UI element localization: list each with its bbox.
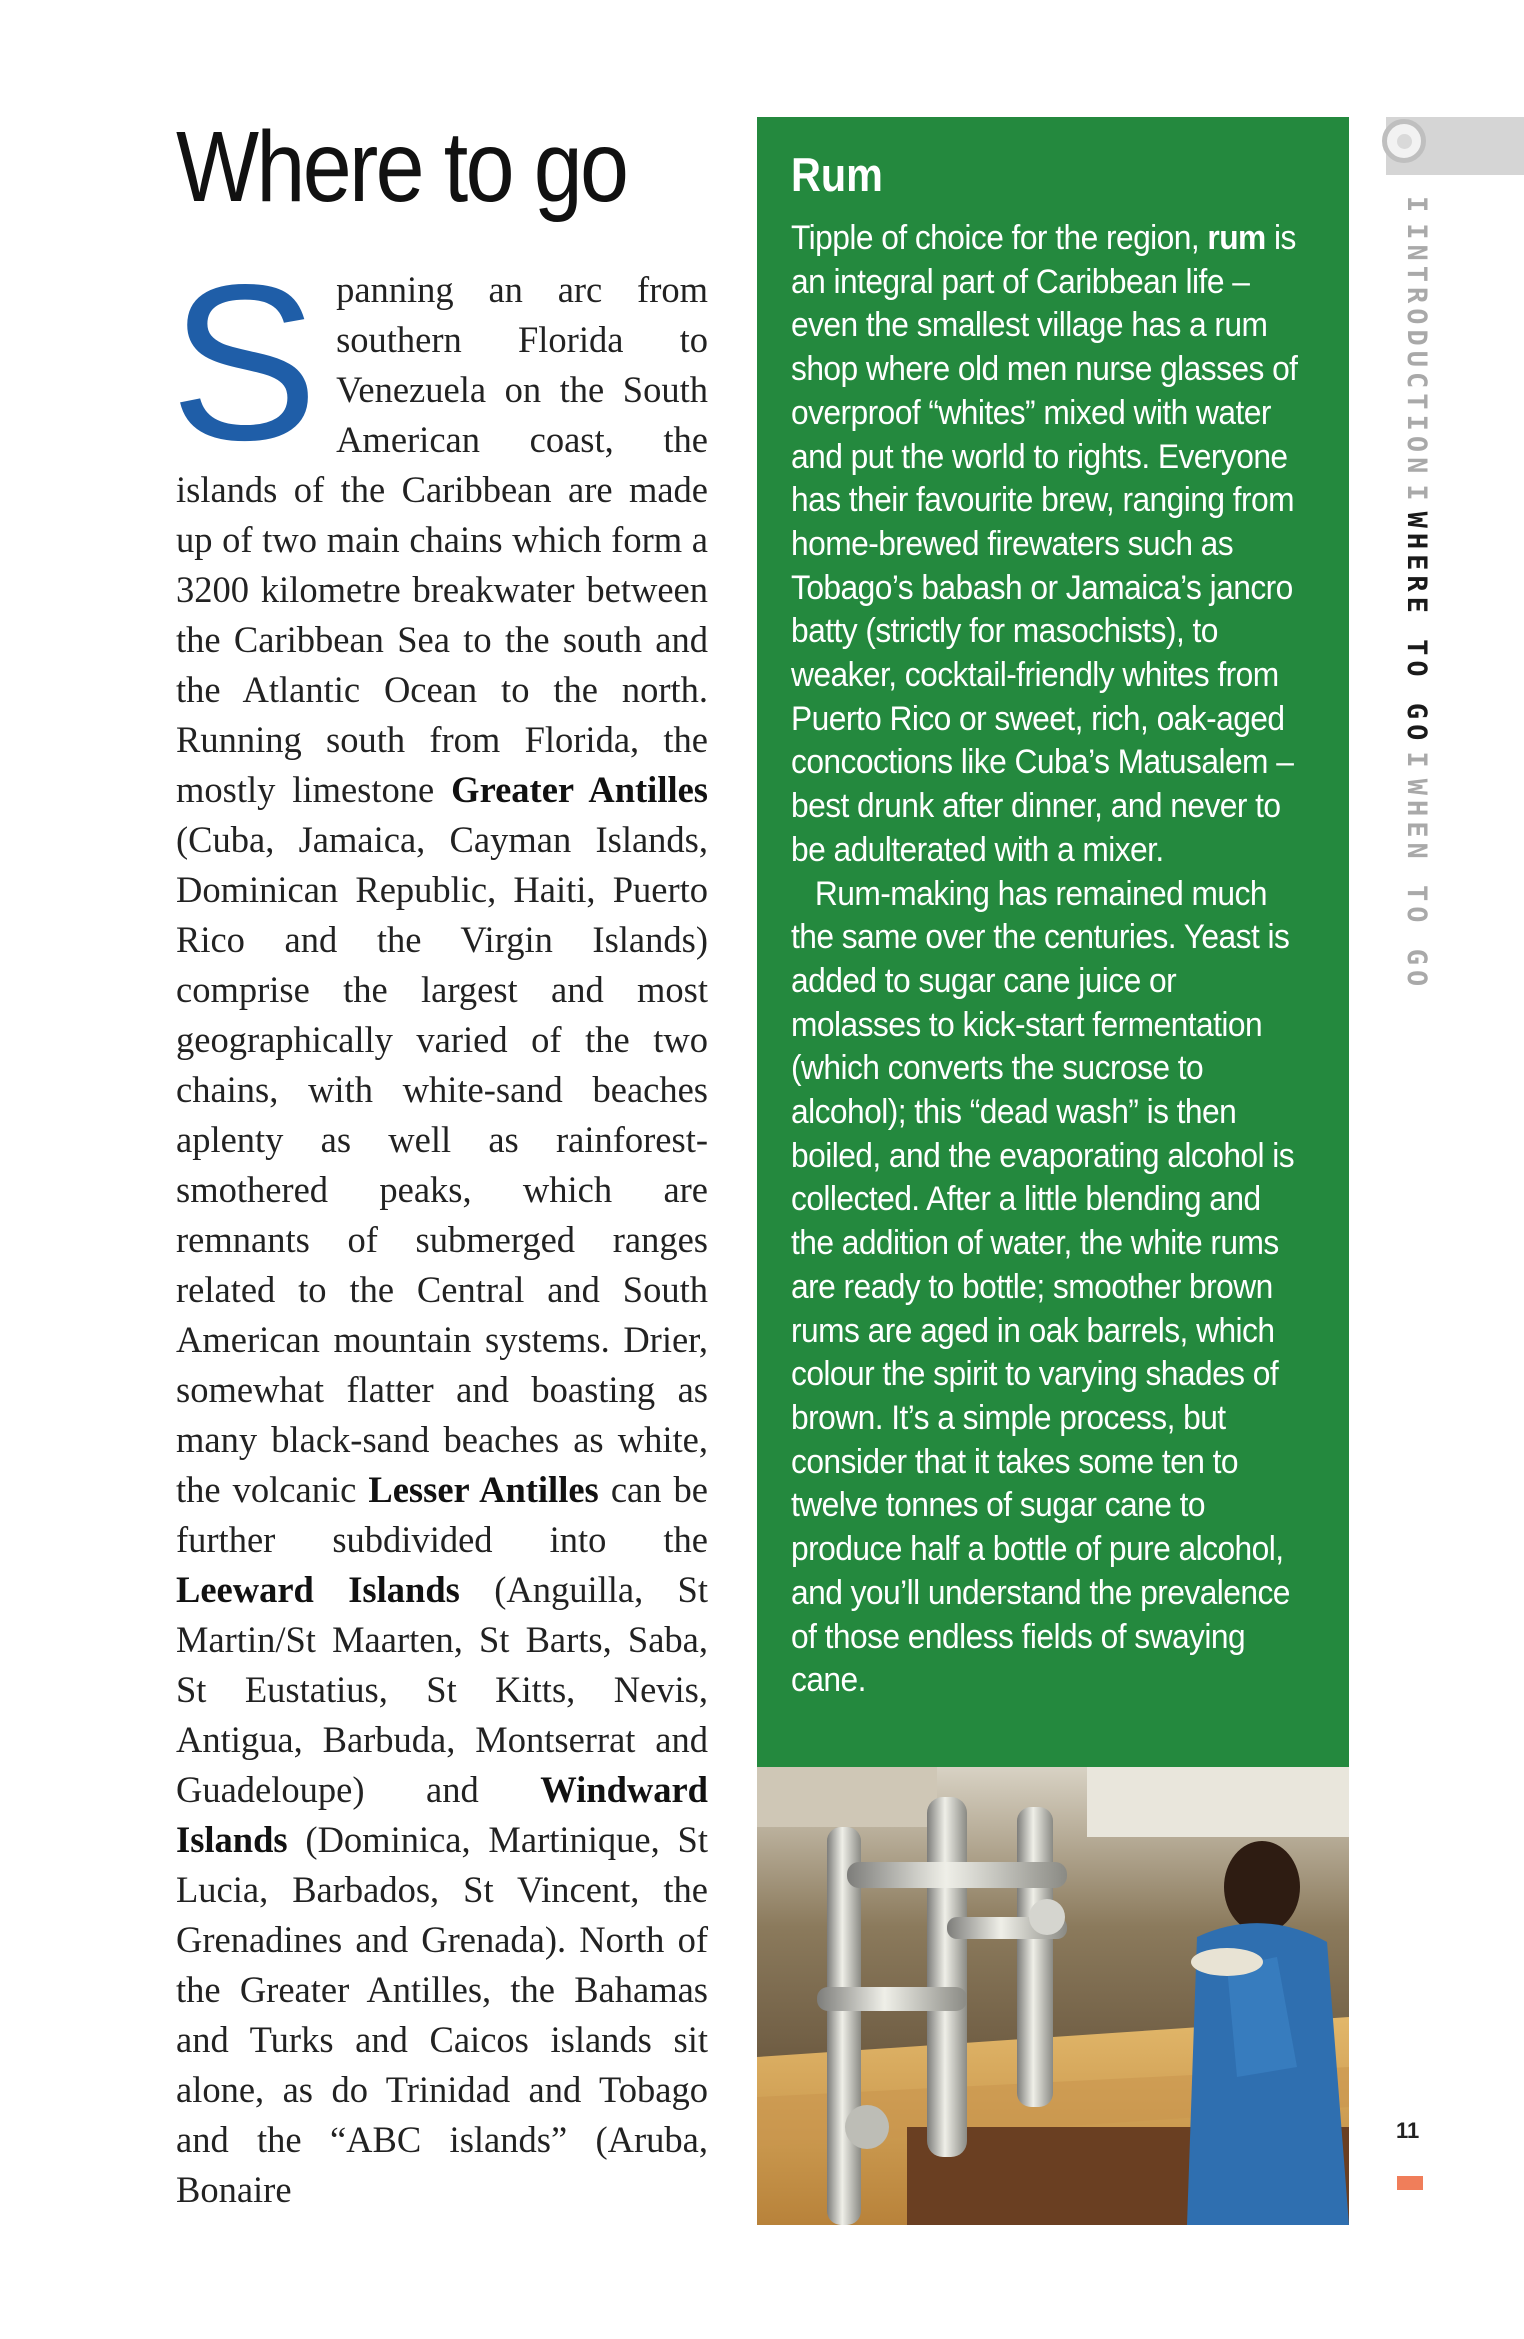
main-bold-term: Windward Islands — [176, 1769, 708, 1860]
sidebar-bold-term: rum — [1207, 219, 1266, 257]
sidebar-text-run: Tipple of choice for the region, — [791, 219, 1208, 257]
sidebar-paragraph-1 — [791, 217, 1306, 873]
nav-item-introduction: INTRODUCTION — [1401, 223, 1432, 479]
nav-item-when-to-go: WHEN TO GO — [1401, 778, 1432, 992]
main-text-run: (Cuba, Jamaica, Cayman Islands, Dominican Republic, Haiti, Puerto Rico and the Virgin Islands) comprise the largest and most geographically varied of the two chains, with white-sand beaches aplenty as well as rainforest-smothered peaks, which are remnants of submerged ranges related to the Central and South American mountain systems. Drier, somewhat flatter and boasting as many black-sand beaches as white, the volcanic — [176, 819, 708, 1510]
main-bold-term: Lesser Antilles — [368, 1469, 599, 1510]
main-text-run: (Dominica, Martinique, St Lucia, Barbados, St Vincent, the Grenadines and Grenada). North of the Greater Antilles, the Bahamas and Turks and Caicos islands sit alone, as do Trinidad and Tobago and the “ABC islands” (Aruba, Bonaire — [176, 1819, 708, 2210]
main-bold-term: Greater Antilles — [451, 769, 709, 810]
page-number: 11 — [1396, 2118, 1420, 2143]
main-paragraph — [176, 269, 708, 2210]
sidebar-title: Rum — [791, 148, 883, 201]
main-bold-term: Leeward Islands — [176, 1569, 460, 1610]
main-article-body — [170, 239, 709, 2215]
main-text-run: (Anguilla, St Martin/St Maarten, St Barts, Saba, St Eustatius, St Kitts, Nevis, Antigua, Barbuda, Montserrat and Guadeloupe) and — [176, 1569, 708, 1810]
sidebar-paragraph-2: Rum-making has remained much the same over the centuries. Yeast is added to sugar cane juice or molasses to kick-start fermentation (which converts the sucrose to alcohol); this “dead wash” is then boiled, and the evaporating alcohol is collected. After a little blending and the addition of water, the white rums are ready to bottle; smoother brown rums are aged in oak barrels, which colour the spirit to varying shades of brown. It’s a simple process, but consider that it takes some ten to twelve tonnes of sugar cane to produce half a bottle of pure alcohol, and you’ll understand the prevalence of those endless fields of swaying cane. — [791, 874, 1295, 1700]
chapter-navigation: IINTRODUCTIONIWHERE TO GOIWHEN TO GO — [1401, 196, 1432, 992]
page-marker — [1397, 2176, 1423, 2190]
drop-cap: S — [170, 239, 319, 487]
main-text-run: panning an arc from southern Florida to Venezuela on the South American coast, the islands of the Caribbean are made up of two main chains which form a 3200 kilometre breakwater between the Caribbean Sea to the south and the Atlantic Ocean to the north. Running south from Florida, the mostly limestone — [176, 269, 708, 810]
nav-separator: I — [1401, 484, 1432, 506]
chapter-circle-icon — [1382, 119, 1426, 163]
distillery-photo-illustration — [757, 1767, 1349, 2225]
rum-distillery-photo — [757, 1767, 1349, 2225]
nav-item-where-to-go: WHERE TO GO — [1401, 511, 1432, 746]
rum-sidebar-box — [757, 117, 1349, 1767]
main-text-run: can be further subdivided into the — [176, 1469, 708, 1560]
sidebar-text-run: is an integral part of Caribbean life – even the smallest village has a rum shop where old men nurse glasses of overproof “whites” mixed with water and put the world to rights. Everyone has their favourite brew, ranging from home-brewed firewaters such as Tobago’s babash or Jamaica’s jancro batty (strictly for masochists), to weaker, cocktail-friendly whites from Puerto Rico or sweet, rich, oak-aged concoctions like Cuba’s Matusalem – best drunk after dinner, and never to be adulterated with a mixer. — [791, 219, 1298, 869]
nav-separator: I — [1401, 751, 1432, 773]
page-title: Where to go — [176, 111, 627, 223]
